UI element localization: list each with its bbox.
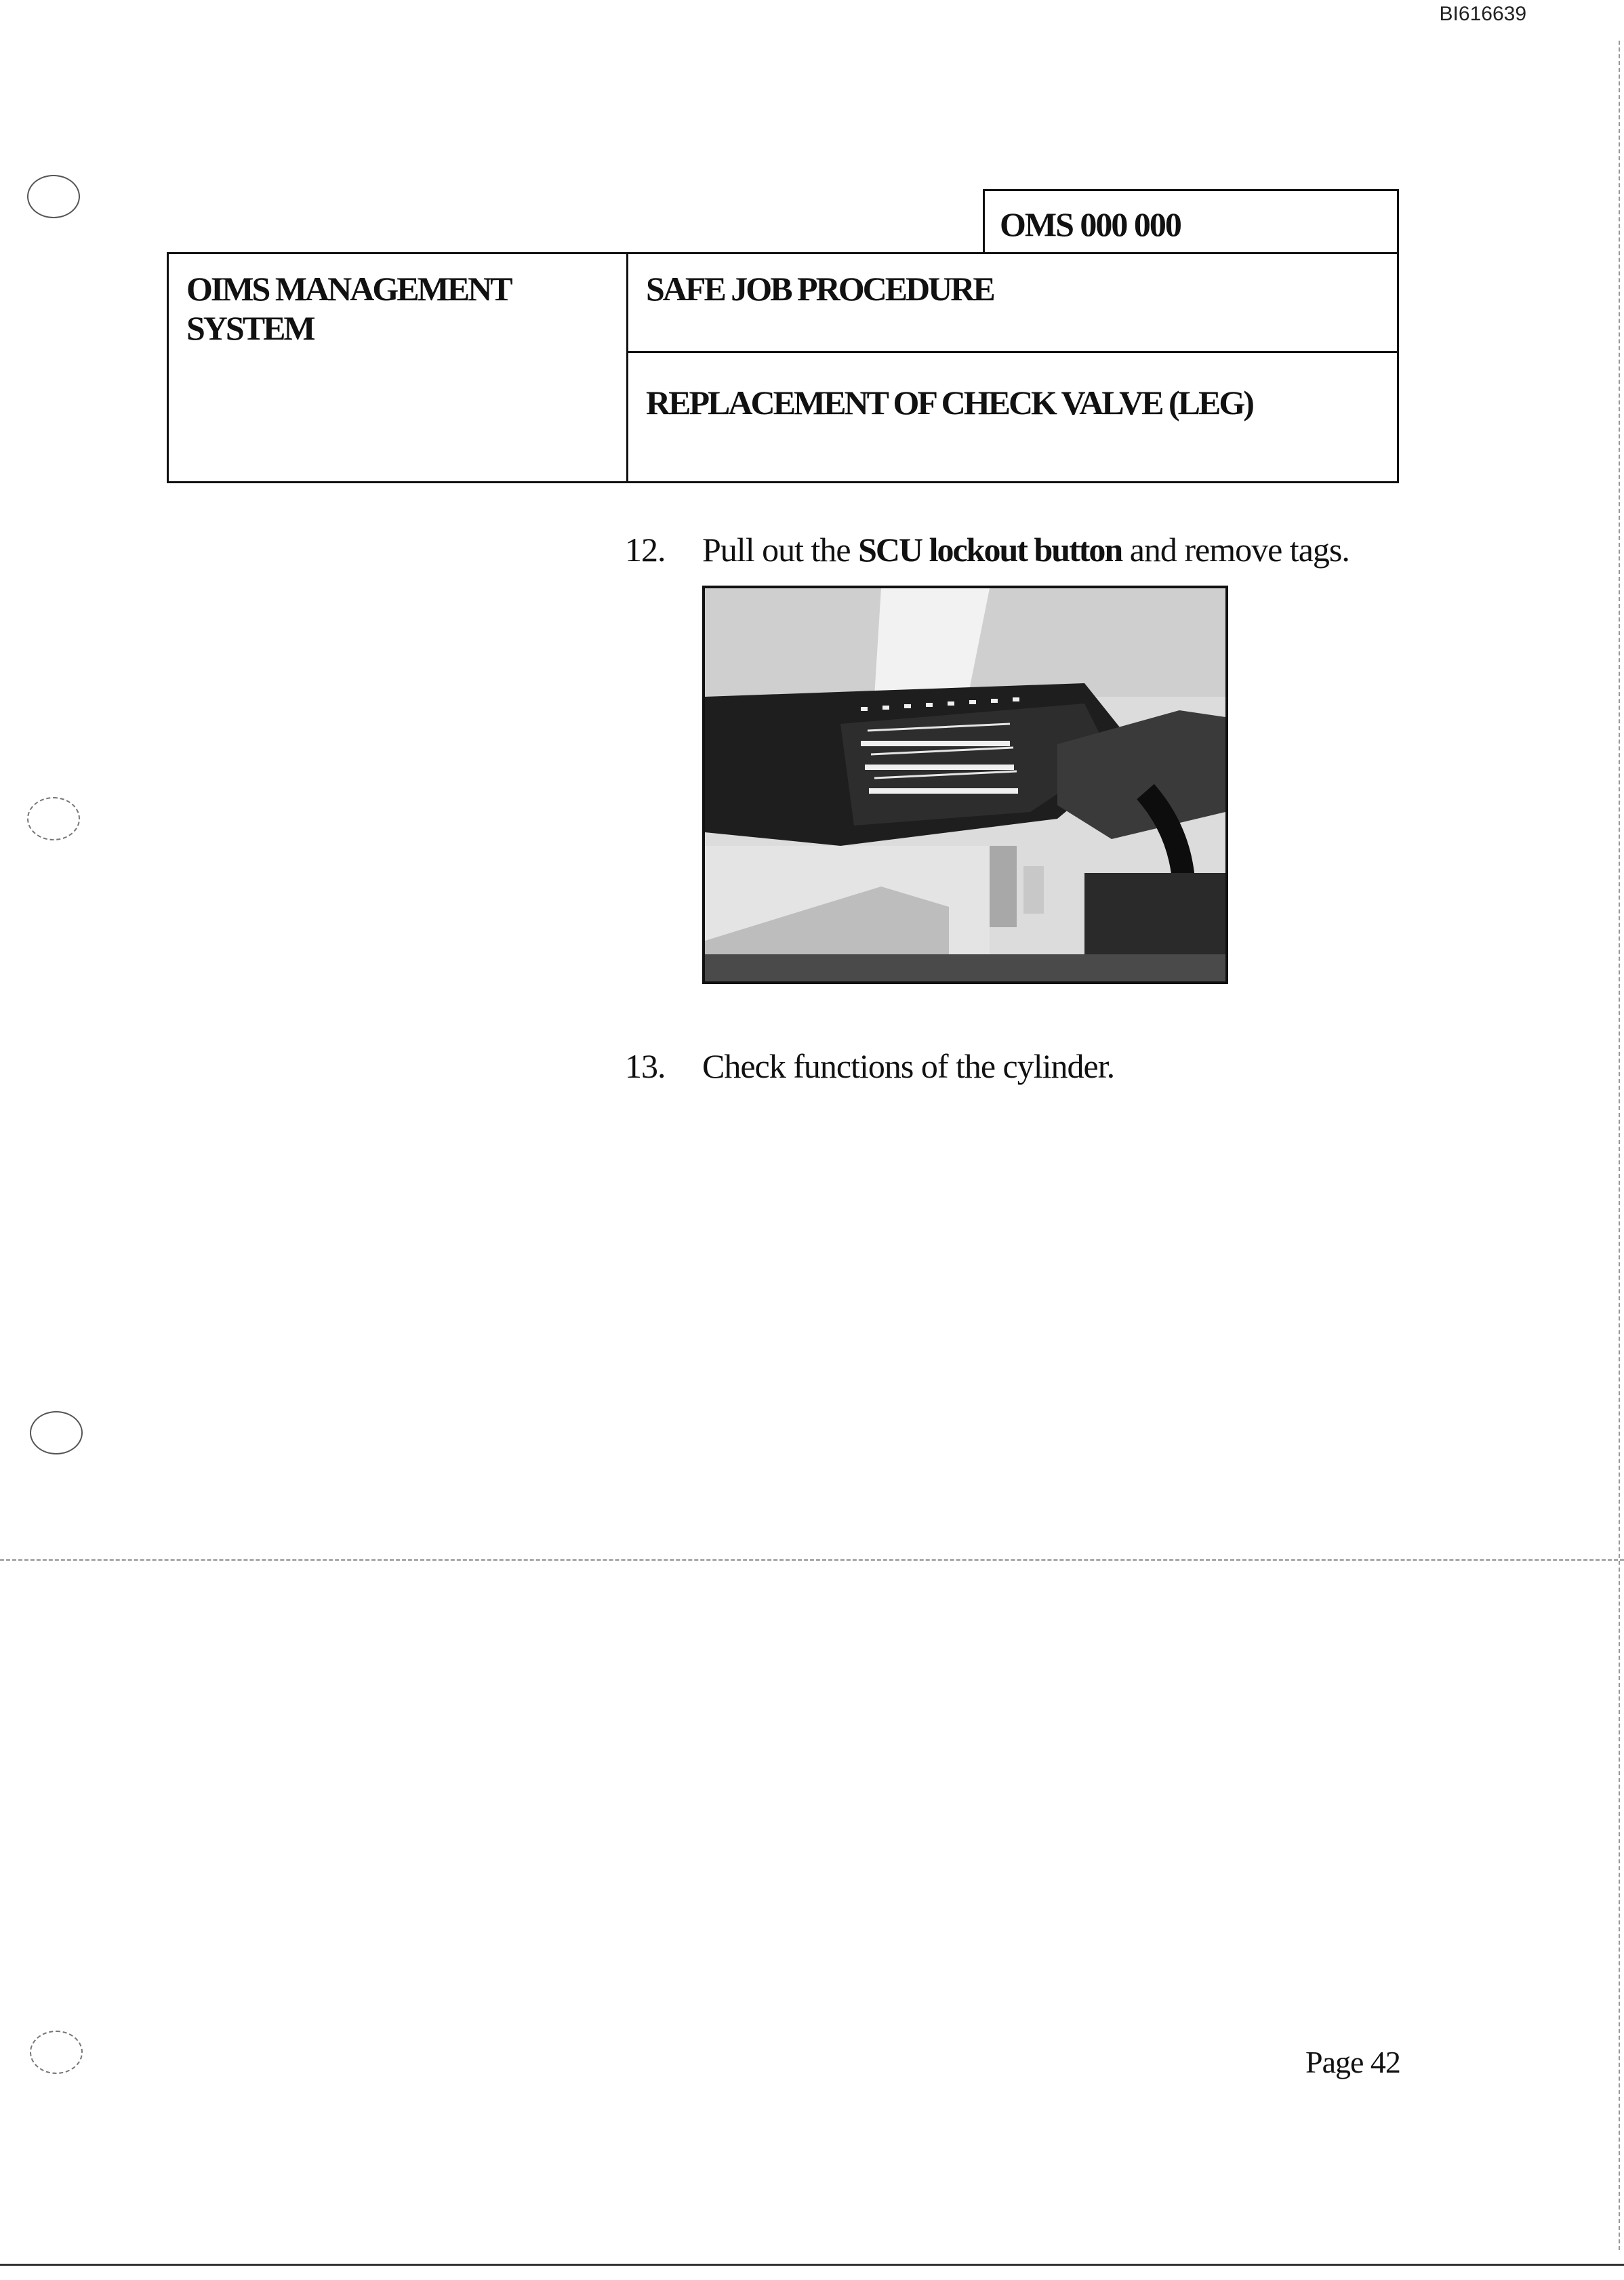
system-name: OIMS MANAGEMENT SYSTEM	[186, 270, 510, 347]
step-number: 12.	[625, 531, 666, 569]
step-13	[625, 1046, 1114, 1086]
doc-number: OMS 000 000	[1000, 205, 1181, 243]
procedure-type-cell	[628, 254, 1397, 353]
punch-hole-2	[27, 797, 80, 840]
punch-hole-3	[30, 1411, 83, 1454]
step-bold-text: SCU lockout button	[858, 531, 1122, 569]
step-number: 13.	[625, 1047, 666, 1085]
step-text-before: Pull out the	[702, 531, 859, 569]
scan-edge	[1619, 41, 1620, 2250]
procedure-title-cell	[628, 353, 1397, 481]
doc-number-box	[983, 189, 1399, 253]
bottom-rule	[0, 2264, 1624, 2266]
step-text: Check functions of the cylinder.	[702, 1047, 1115, 1085]
step-12	[625, 530, 1349, 569]
system-cell	[169, 254, 628, 481]
procedure-type: SAFE JOB PROCEDURE	[646, 270, 994, 308]
page-identifier: BI616639	[1439, 3, 1526, 25]
scan-artifact-line	[0, 1559, 1624, 1561]
page-number: Page 42	[1305, 2045, 1400, 2079]
procedure-title: REPLACEMENT OF CHECK VALVE (LEG)	[646, 384, 1253, 422]
scu-panel-photo	[702, 586, 1228, 984]
step-text-after: and remove tags.	[1122, 531, 1349, 569]
punch-hole-4	[30, 2031, 83, 2074]
punch-hole-1	[27, 175, 80, 218]
header-table	[167, 252, 1399, 483]
